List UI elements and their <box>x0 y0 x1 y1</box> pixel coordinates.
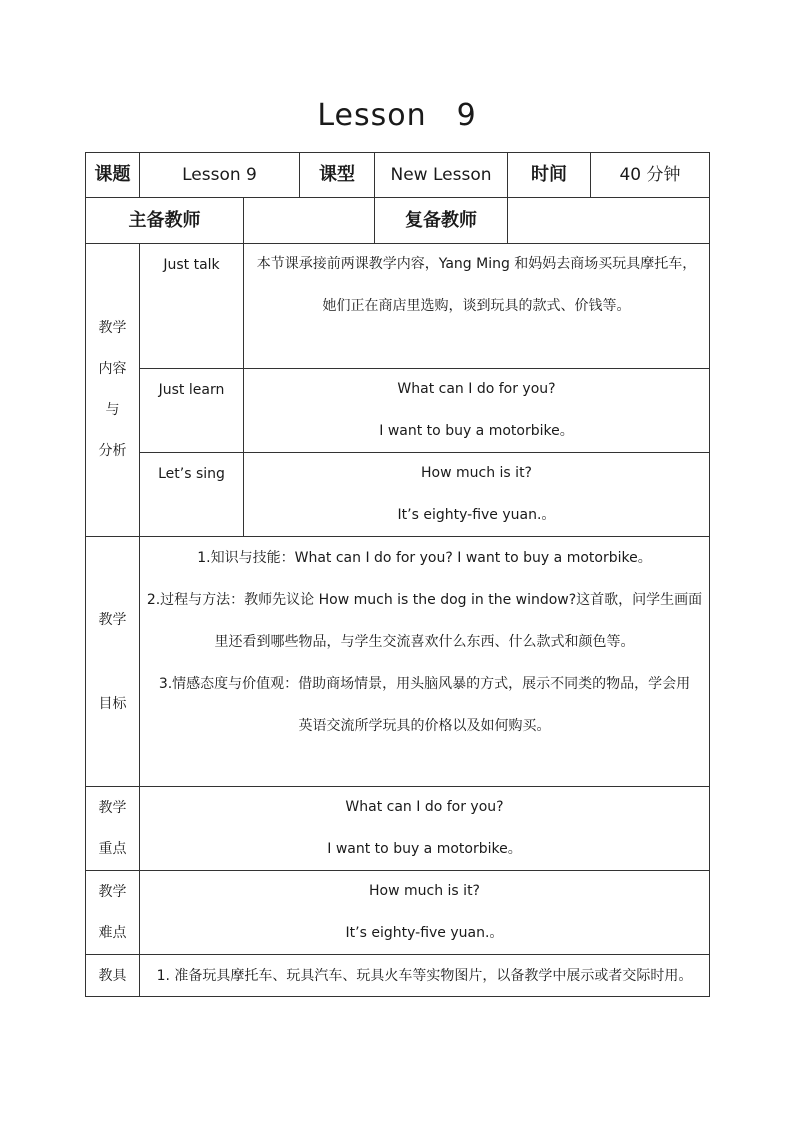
content-side-label: 教学 内容 与 分析 <box>86 244 140 537</box>
backup-teacher-label: 复备教师 <box>375 198 508 244</box>
lesson-plan-table <box>85 152 710 997</box>
key-points-row <box>86 787 710 871</box>
section-text-lets-sing: How much is it? It’s eighty-five yuan.。 <box>244 453 710 537</box>
page-title <box>0 98 794 133</box>
topic-value: Lesson 9 <box>140 153 300 198</box>
aids-label: 教具 <box>86 955 140 997</box>
section-text-just-learn: What can I do for you? I want to buy a motorbike。 <box>244 369 710 453</box>
difficulties-row <box>86 871 710 955</box>
content-row-just-learn <box>86 369 710 453</box>
section-name-lets-sing: Let’s sing <box>140 453 244 537</box>
section-name-just-learn: Just learn <box>140 369 244 453</box>
title-number: 9 <box>456 98 477 133</box>
difficulties-text: How much is it? It’s eighty-five yuan.。 <box>140 871 710 955</box>
teacher-row <box>86 198 710 244</box>
lead-teacher-label: 主备教师 <box>86 198 244 244</box>
aids-text: 1. 准备玩具摩托车、玩具汽车、玩具火车等实物图片，以备教学中展示或者交际时用。 <box>140 955 710 997</box>
header-row <box>86 153 710 198</box>
difficulties-side-label: 教学 难点 <box>86 871 140 955</box>
title-main: Lesson <box>317 98 427 133</box>
time-label: 时间 <box>508 153 591 198</box>
content-row-just-talk <box>86 244 710 369</box>
section-name-just-talk: Just talk <box>140 244 244 369</box>
goals-row <box>86 537 710 787</box>
backup-teacher-value <box>508 198 710 244</box>
type-value: New Lesson <box>375 153 508 198</box>
lead-teacher-value <box>244 198 375 244</box>
time-value: 40 分钟 <box>591 153 710 198</box>
section-text-just-talk: 本节课承接前两课教学内容，Yang Ming 和妈妈去商场买玩具摩托车， 她们正在商店里选购，谈到玩具的款式、价钱等。 <box>244 244 710 369</box>
type-label: 课型 <box>300 153 375 198</box>
goals-text: 1.知识与技能：What can I do for you? I want to buy a motorbike。 2.过程与方法：教师先议论 How much is the dog in the window?这首歌，问学生画面 里还看到哪些物品，与学生交流喜欢什么东西、什么款式和颜色等。 3.情感态度与价值观：借助商场情景，用头脑风暴的方式，展示不同类的物品，学会用 英语交流所学玩具的价格以及如何购买。 <box>140 537 710 787</box>
content-row-lets-sing <box>86 453 710 537</box>
key-points-text: What can I do for you? I want to buy a motorbike。 <box>140 787 710 871</box>
topic-label: 课题 <box>86 153 140 198</box>
goals-side-label: 教学 目标 <box>86 537 140 787</box>
key-points-side-label: 教学 重点 <box>86 787 140 871</box>
aids-row <box>86 955 710 997</box>
